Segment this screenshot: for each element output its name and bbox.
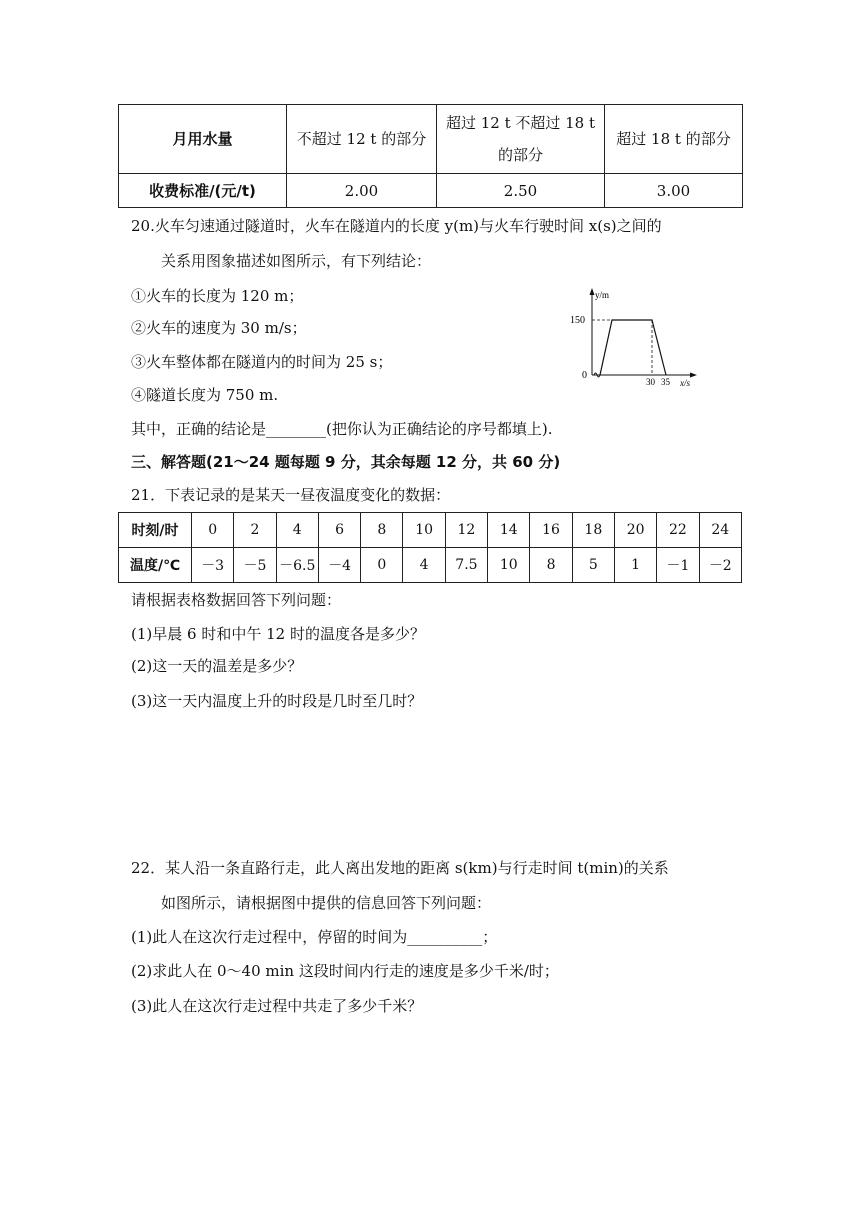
q20-option-3: ③火车整体都在隧道内的时间为 25 s； xyxy=(131,353,393,371)
x-axis-arrow xyxy=(690,373,697,378)
q22-question-1: (1)此人在这次行走过程中，停留的时间为__________； xyxy=(131,928,498,946)
q20-option-4: ④隧道长度为 750 m. xyxy=(131,386,279,404)
section-heading: 三、解答题(21～24 题每题 9 分，其余每题 12 分，共 60 分) xyxy=(131,453,561,471)
table-cell: 18 xyxy=(572,513,614,548)
table-cell: 7.5 xyxy=(445,548,487,583)
x-tick-30: 30 xyxy=(646,377,655,387)
table-cell: 4 xyxy=(276,513,318,548)
table-row xyxy=(119,548,742,583)
table-cell: －5 xyxy=(234,548,276,583)
table-cell: －4 xyxy=(318,548,360,583)
q21-question-1: (1)早晨 6 时和中午 12 时的温度各是多少？ xyxy=(131,625,425,643)
table-cell: 超过 12 t 不超过 18 t 的部分 xyxy=(437,105,605,174)
table-cell: 5 xyxy=(572,548,614,583)
q21-intro: 21．下表记录的是某天一昼夜温度变化的数据： xyxy=(131,486,451,504)
table-cell: －2 xyxy=(699,548,741,583)
q20-conclusion: 其中，正确的结论是________(把你认为正确结论的序号都填上). xyxy=(131,420,553,438)
table-cell: 3.00 xyxy=(605,174,743,208)
x-tick-35: 35 xyxy=(661,377,670,387)
table-cell: 0 xyxy=(361,548,403,583)
train-tunnel-graph xyxy=(570,285,710,390)
table-cell: 12 xyxy=(445,513,487,548)
q22-line1: 22．某人沿一条直路行走，此人离出发地的距离 s(km)与行走时间 t(min)的关系 xyxy=(131,859,669,877)
table-cell: 0 xyxy=(192,513,234,548)
table-header-cell: 收费标准/(元/t) xyxy=(119,174,287,208)
y-tick-150: 150 xyxy=(570,315,585,326)
table-cell: 24 xyxy=(699,513,741,548)
table-cell: 8 xyxy=(361,513,403,548)
table-row xyxy=(119,174,743,208)
q20-line2: 关系用图象描述如图所示，有下列结论： xyxy=(161,252,432,270)
table-row xyxy=(119,105,743,174)
table-header-cell: 温度/℃ xyxy=(119,548,192,583)
table-cell: 2.50 xyxy=(437,174,605,208)
table-cell: 4 xyxy=(403,548,445,583)
table-cell: 2.00 xyxy=(287,174,437,208)
table-row xyxy=(119,513,742,548)
table-cell: 20 xyxy=(614,513,656,548)
origin-label: 0 xyxy=(582,370,587,381)
q20-line1: 20.火车匀速通过隧道时，火车在隧道内的长度 y(m)与火车行驶时间 x(s)之间的 xyxy=(131,217,662,235)
table-cell: －1 xyxy=(657,548,699,583)
table-cell: 2 xyxy=(234,513,276,548)
q21-question-2: (2)这一天的温差是多少？ xyxy=(131,657,303,675)
table-cell: 22 xyxy=(657,513,699,548)
table-cell: 不超过 12 t 的部分 xyxy=(287,105,437,174)
table-cell: 超过 18 t 的部分 xyxy=(605,105,743,174)
table-cell: －6.5 xyxy=(276,548,318,583)
table-cell: 10 xyxy=(403,513,445,548)
table-cell: 14 xyxy=(488,513,530,548)
y-axis-arrow xyxy=(590,288,595,295)
q20-option-2: ②火车的速度为 30 m/s； xyxy=(131,319,307,337)
table-cell: －3 xyxy=(192,548,234,583)
table-cell: 16 xyxy=(530,513,572,548)
y-axis-label: y/m xyxy=(595,290,610,300)
length-curve xyxy=(600,320,666,375)
table-cell: 1 xyxy=(614,548,656,583)
q20-option-1: ①火车的长度为 120 m； xyxy=(131,287,304,305)
table-cell: 10 xyxy=(488,548,530,583)
q21-question-3: (3)这一天内温度上升的时段是几时至几时？ xyxy=(131,692,423,710)
table-header-cell: 时刻/时 xyxy=(119,513,192,548)
q21-prompt: 请根据表格数据回答下列问题： xyxy=(131,591,342,609)
x-axis-label: x/s xyxy=(680,378,690,388)
table-cell: 8 xyxy=(530,548,572,583)
water-fee-table xyxy=(118,104,743,208)
table-header-cell: 月用水量 xyxy=(119,105,287,174)
temperature-table xyxy=(118,512,742,583)
table-cell: 6 xyxy=(318,513,360,548)
q22-question-3: (3)此人在这次行走过程中共走了多少千米？ xyxy=(131,997,423,1015)
q22-question-2: (2)求此人在 0～40 min 这段时间内行走的速度是多少千米/时； xyxy=(131,962,559,980)
q22-line2: 如图所示，请根据图中提供的信息回答下列问题： xyxy=(161,894,492,912)
